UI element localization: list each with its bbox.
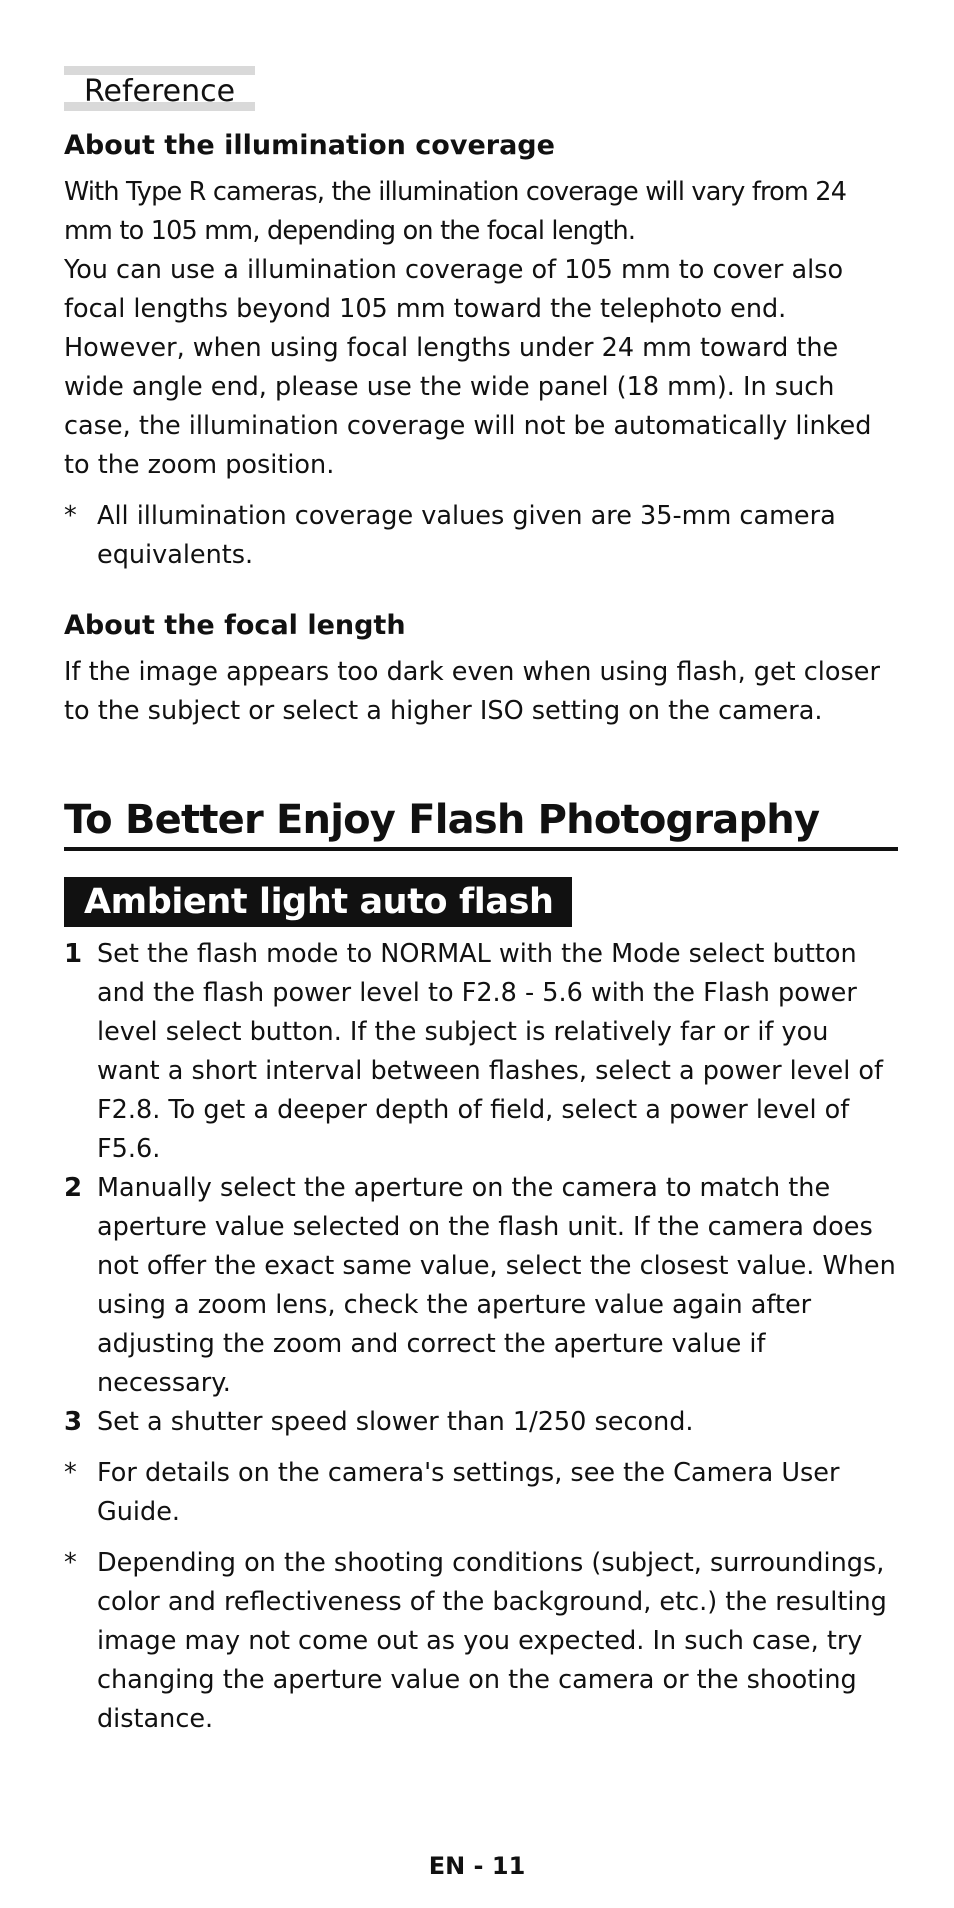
step-number: 1 bbox=[64, 939, 83, 969]
step-item bbox=[64, 1169, 898, 1403]
section-subtitle: Ambient light auto flash bbox=[64, 877, 572, 927]
coverage-paragraph-2: You can use a illumination coverage of 105 mm to cover also focal lengths beyond 105 mm toward the telephoto end. However, when using focal lengths under 24 mm toward the wide angle end, please use the wide panel (18 mm). In such case, the illumination coverage will not be automatically linked to the zoom position. bbox=[64, 255, 872, 480]
coverage-note bbox=[64, 497, 898, 575]
note-asterisk: * bbox=[64, 1458, 77, 1488]
step-number: 2 bbox=[64, 1173, 83, 1203]
step-number: 3 bbox=[64, 1407, 83, 1437]
steps-list bbox=[64, 935, 898, 1442]
step-item bbox=[64, 935, 898, 1169]
step-item bbox=[64, 1403, 898, 1442]
conditions-note-text: Depending on the shooting conditions (subject, surroundings, color and reflectiveness of the background, etc.) the resulting image may not come out as you expected. In such case, try changing the aperture value on the camera or the shooting distance. bbox=[97, 1548, 887, 1734]
reference-badge-label: Reference bbox=[84, 74, 236, 109]
settings-note-text: For details on the camera's settings, see the Camera User Guide. bbox=[97, 1458, 840, 1527]
focal-heading: About the focal length bbox=[64, 610, 406, 641]
note-asterisk: * bbox=[64, 1548, 77, 1578]
coverage-heading: About the illumination coverage bbox=[64, 130, 555, 161]
settings-note bbox=[64, 1454, 898, 1532]
focal-paragraph: If the image appears too dark even when using flash, get closer to the subject or select a higher ISO setting on the camera. bbox=[64, 657, 880, 726]
coverage-paragraph-1: With Type R cameras, the illumination coverage will vary from 24 mm to 105 mm, depending on the focal length. bbox=[64, 177, 847, 246]
page-number: EN - 11 bbox=[428, 1852, 526, 1880]
reference-badge bbox=[64, 66, 255, 111]
conditions-note bbox=[64, 1544, 898, 1739]
coverage-note-text: All illumination coverage values given are 35-mm camera equivalents. bbox=[97, 501, 836, 570]
step-text: Manually select the aperture on the camera to match the aperture value selected on the flash unit. If the camera does not offer the exact same value, select the closest value. When using a zoom lens, check the aperture value again after adjusting the zoom and correct the aperture value if necessary. bbox=[97, 1173, 896, 1398]
step-text: Set a shutter speed slower than 1/250 second. bbox=[97, 1407, 694, 1437]
note-asterisk: * bbox=[64, 501, 77, 531]
step-text: Set the flash mode to NORMAL with the Mode select button and the flash power level to F2.8 - 5.6 with the Flash power level select button. If the subject is relatively far or if you want a short interval between flashes, select a power level of F2.8. To get a deeper depth of field, select a power level of F5.6. bbox=[97, 939, 883, 1164]
section-title: To Better Enjoy Flash Photography bbox=[64, 795, 898, 851]
